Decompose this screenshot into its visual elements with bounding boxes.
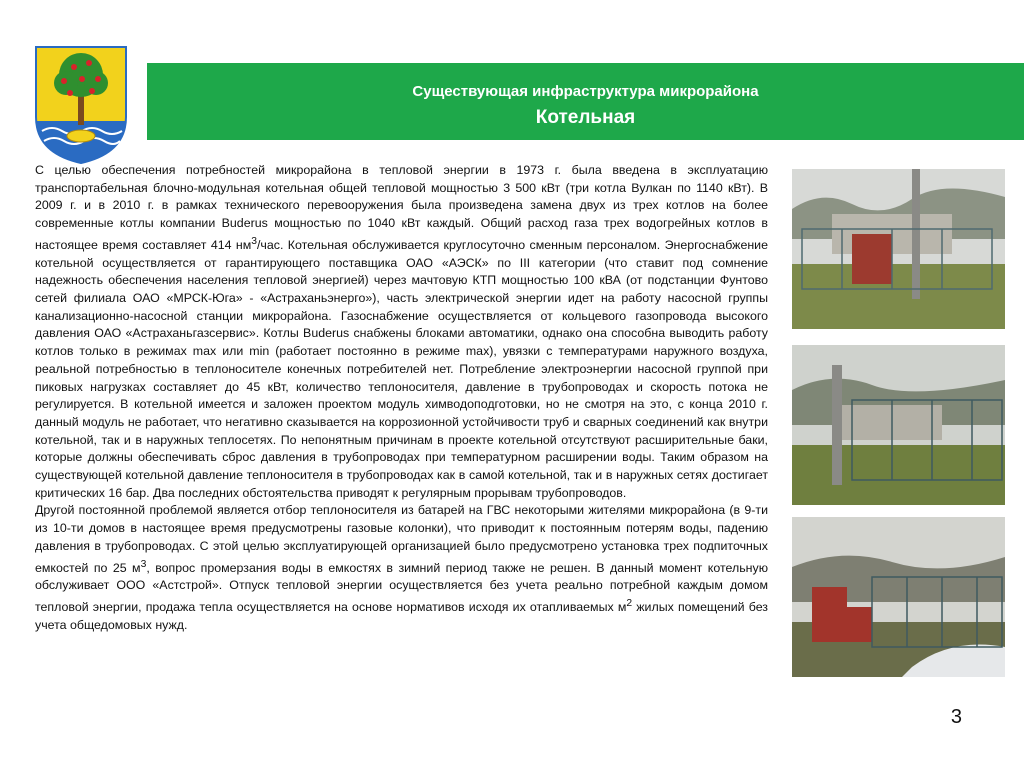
boiler-house-photo-1 (792, 169, 1005, 329)
title-banner (147, 63, 1024, 140)
boiler-house-photo-3 (792, 517, 1005, 677)
slide-subtitle: Котельная (535, 107, 636, 128)
page-number: 3 (950, 706, 962, 728)
boiler-house-photo-2 (792, 345, 1005, 505)
body-text (35, 162, 768, 635)
slide-title: Существующая инфраструктура микрорайона (412, 83, 759, 100)
paragraph-1: С целью обеспечения потребностей микрорайона в тепловой энергии в 1973 г. была введена в эксплуатацию транспортабельная блочно-модульная котельная общей тепловой мощностью 3 500 кВт (три котла Вулкан по 1140 кВт). В 2009 г. и в 2010 г. в рамках технического перевооружения была произведена замена двух из трех котлов на более современные котлы компании Buderus мощностью по 1040 кВт каждый. Общий расход газа трех водогрейных котлов в настоящее время составляет 414 $нм^3$/час. Котельная обслуживается круглосуточно сменным персоналом. Энергоснабжение котельной осуществляется от гарантирующего поставщика ОАО «АЭСК» по III категории (что ставит под сомнение надежность обеспечения населения тепловой энергией) через мачтовую КТП мощностью 100 кВА (от подстанции Фунтово сетей филиала ОАО «МРСК-Юга» - «Астраханьэнерго»), часть электрической энергии идет на работу насосной группы канализационно-насосной станции микрорайона. Газоснабжение осуществляется от кольцевого газопровода высокого давления ОАО «Астраханьгазсервис». Котлы Buderus снабжены блоками автоматики, однако она способна выводить работу котлов только в режимах max или min (работает постоянно в режиме max), увязки с температурами наружного воздуха, реальной потребностью в теплоносителе конечных потребителей нет. Потребление электроэнергии насосной группой при пиковых нагрузках составляет до 45 кВт, количество теплоносителя, давление в трубопроводах и скорость потока не регулируется. В котельной имеется и заложен проектом модуль химводоподготовки, но не смотря на это, с конца 2010 г. данный модуль не работает, что негативно сказывается на коррозионной устойчивости труб и сварных соединений как внутри котельной, так и в наружных теплосетях. По непонятным причинам в проекте котельной отсутствуют расширительные баки, которые должны обеспечивать сброс давления в трубопроводах при температурном расширении воды. Таким образом на существующей котельной давление теплоносителя в трубопроводах как в самой котельной, так и в наружных сетях достигает критических 16 бар. Два последних обстоятельства приводят к регулярным прорывам трубопроводов. (35, 163, 768, 500)
coat-of-arms-logo (34, 45, 128, 165)
paragraph-2: Другой постоянной проблемой является отбор теплоносителя из батарей на ГВС некоторыми жителями микрорайона (в 9-ти из 10-ти домов в настоящее время предусмотрены газовые колонки), что приводит к постоянным потерям воды, падению давления в трубопроводах. С этой целью эксплуатирующей организацией было предусмотрено установка трех подпиточных емкостей по 25 $м^3$, вопрос промерзания воды в емкостях в зимний период также не решен. В данный момент котельную обслуживает ООО «Астстрой». Отпуск тепловой энергии осуществляется без учета реально потребной каждым домом тепловой энергии, продажа тепла осуществляется на основе нормативов исходя их отапливаемых $м^2$ жилых помещений без учета общедомовых нужд. (35, 503, 768, 632)
